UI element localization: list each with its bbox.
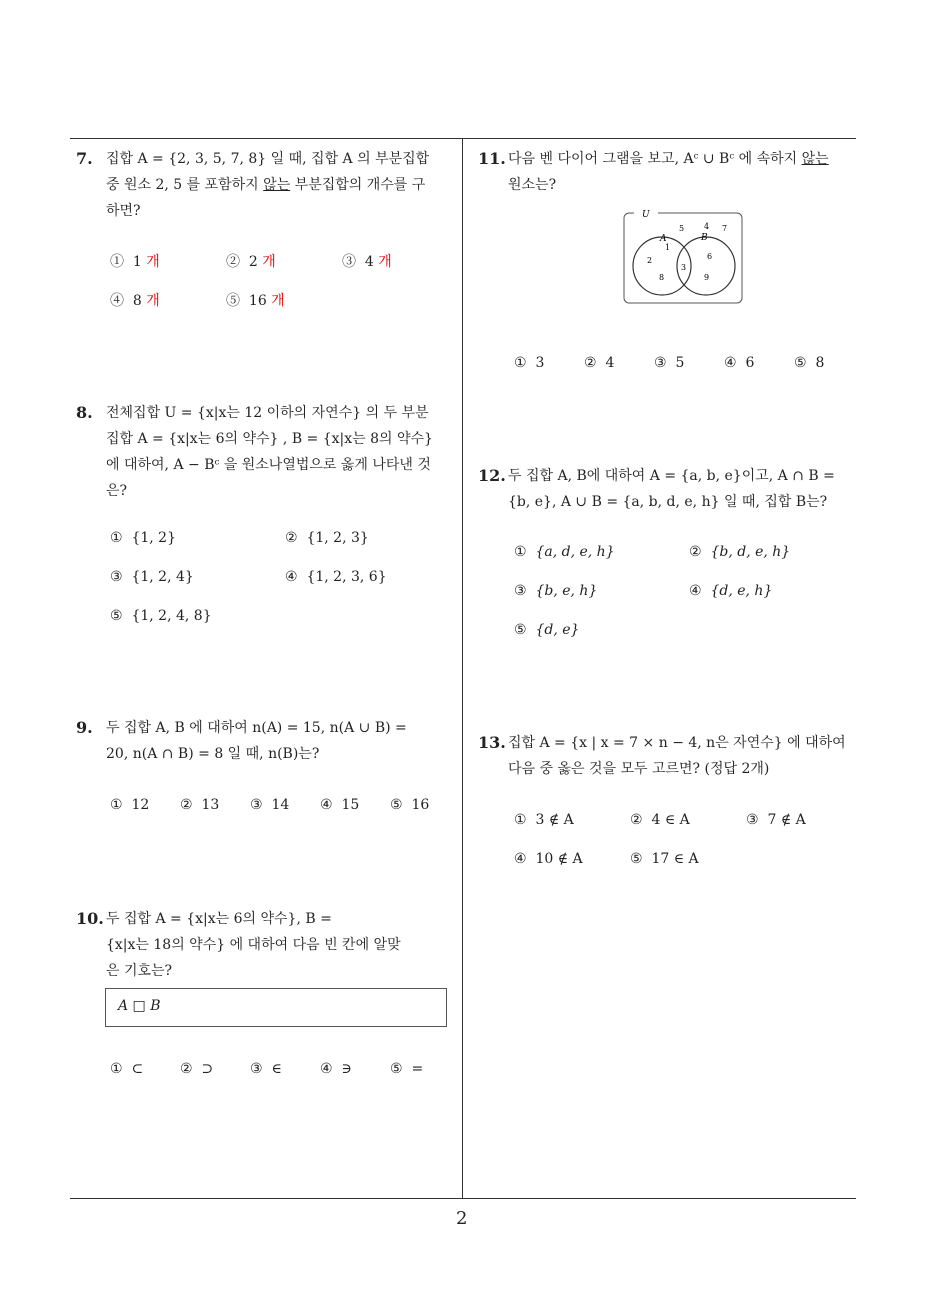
choice-4[interactable]: ④ {1, 2, 3, 6} bbox=[285, 569, 387, 585]
question-number: 13. bbox=[478, 733, 506, 752]
question-line: 중 원소 2, 5 를 포함하지 않는 부분집합의 개수를 구 bbox=[106, 177, 426, 193]
question-text bbox=[106, 400, 461, 504]
choice-5[interactable]: ⑤ 17 ∈ A bbox=[630, 851, 699, 867]
question-9 bbox=[76, 715, 461, 767]
venn-element: 4 bbox=[704, 222, 710, 231]
question-12 bbox=[478, 463, 863, 515]
question-line: 다음 중 옳은 것을 모두 고르면? (정답 2개) bbox=[508, 761, 770, 777]
question-line: 전체집합 U = {x|x는 12 이하의 자연수} 의 두 부분 bbox=[106, 405, 429, 421]
venn-element: 2 bbox=[647, 256, 653, 265]
choice-3[interactable]: ③ 5 bbox=[654, 355, 685, 371]
venn-diagram bbox=[620, 208, 746, 306]
question-line: 은 기호는? bbox=[106, 963, 173, 979]
venn-element: 6 bbox=[707, 252, 713, 261]
top-rule bbox=[70, 138, 856, 139]
bottom-rule bbox=[70, 1198, 856, 1199]
choice-2[interactable]: ② 13 bbox=[180, 797, 220, 813]
venn-element: 7 bbox=[722, 224, 728, 233]
venn-element: 9 bbox=[704, 273, 710, 282]
question-number: 10. bbox=[76, 909, 104, 928]
choice-1[interactable]: ① 3 ∉ A bbox=[514, 812, 574, 828]
choice-5[interactable]: ⑤ {1, 2, 4, 8} bbox=[110, 608, 212, 624]
choice-4[interactable]: ④ 10 ∉ A bbox=[514, 851, 583, 867]
choice-2[interactable]: ② ⊃ bbox=[180, 1061, 214, 1077]
question-line: 집합 A = {2, 3, 5, 7, 8} 일 때, 집합 A 의 부분집합 bbox=[106, 151, 430, 167]
question-number: 7. bbox=[76, 149, 93, 168]
choice-4[interactable]: ④ 15 bbox=[320, 797, 360, 813]
question-10 bbox=[76, 906, 461, 984]
choice-1[interactable]: ① ⊂ bbox=[110, 1061, 144, 1077]
question-line: 은? bbox=[106, 483, 128, 499]
choice-2[interactable]: ② 2 개 bbox=[226, 254, 276, 270]
question-line: 집합 A = {x | x = 7 × n − 4, n은 자연수} 에 대하여 bbox=[508, 735, 846, 751]
choice-2[interactable]: ② 4 bbox=[584, 355, 615, 371]
question-number: 12. bbox=[478, 466, 506, 485]
set-a-label: A bbox=[660, 234, 667, 244]
question-text bbox=[508, 730, 863, 782]
venn-element: 8 bbox=[659, 273, 665, 282]
question-line: 두 집합 A, B 에 대하여 n(A) = 15, n(A ∪ B) = bbox=[106, 720, 407, 736]
choice-5[interactable]: ⑤ 16 bbox=[390, 797, 430, 813]
question-13 bbox=[478, 730, 863, 782]
venn-element: 3 bbox=[681, 263, 687, 272]
choice-3[interactable]: ③ 14 bbox=[250, 797, 290, 813]
choice-2[interactable]: ② 4 ∈ A bbox=[630, 812, 690, 828]
universal-label: U bbox=[642, 210, 650, 220]
question-line: 원소는? bbox=[508, 177, 557, 193]
choice-4[interactable]: ④ 8 개 bbox=[110, 293, 160, 309]
question-text bbox=[508, 463, 863, 515]
choice-1[interactable]: ① 1 개 bbox=[110, 254, 160, 270]
question-line: 에 대하여, A − Bᶜ 을 원소나열법으로 옳게 나타낸 것 bbox=[106, 457, 431, 473]
question-line: {x|x는 18의 약수} 에 대하여 다음 빈 칸에 알맞 bbox=[106, 937, 401, 953]
choice-3[interactable]: ③ {1, 2, 4} bbox=[110, 569, 194, 585]
venn-element: 1 bbox=[665, 243, 671, 252]
choice-1[interactable]: ① 3 bbox=[514, 355, 545, 371]
choice-2[interactable]: ② {1, 2, 3} bbox=[285, 530, 369, 546]
choice-3[interactable]: ③ 4 개 bbox=[342, 254, 392, 270]
underlined-word: 않는 bbox=[801, 151, 829, 167]
question-line: 두 집합 A, B에 대하여 A = {a, b, e}이고, A ∩ B = bbox=[508, 468, 835, 484]
question-line: 20, n(A ∩ B) = 8 일 때, n(B)는? bbox=[106, 746, 320, 762]
choice-3[interactable]: ③ 7 ∉ A bbox=[746, 812, 806, 828]
page-number: 2 bbox=[456, 1208, 468, 1229]
question-number: 11. bbox=[478, 149, 506, 168]
question-number: 9. bbox=[76, 718, 93, 737]
underlined-word: 않는 bbox=[263, 177, 291, 193]
question-number: 8. bbox=[76, 403, 93, 422]
choice-4[interactable]: ④ {d, e, h} bbox=[689, 583, 773, 599]
choice-5[interactable]: ⑤ 16 개 bbox=[226, 293, 285, 309]
set-b-label: B bbox=[701, 233, 708, 243]
choice-4[interactable]: ④ ∋ bbox=[320, 1061, 352, 1077]
question-7 bbox=[76, 146, 461, 224]
box-expression: A □ B bbox=[118, 998, 161, 1014]
question-8 bbox=[76, 400, 461, 504]
question-text bbox=[106, 715, 461, 767]
choice-3[interactable]: ③ {b, e, h} bbox=[514, 583, 598, 599]
question-line: {b, e}, A ∪ B = {a, b, d, e, h} 일 때, 집합 B는? bbox=[508, 494, 828, 510]
venn-element: 5 bbox=[679, 224, 685, 233]
choice-1[interactable]: ① 12 bbox=[110, 797, 150, 813]
choice-4[interactable]: ④ 6 bbox=[724, 355, 755, 371]
question-line: 하면? bbox=[106, 203, 141, 219]
choice-1[interactable]: ① {a, d, e, h} bbox=[514, 544, 615, 560]
question-text bbox=[106, 906, 461, 984]
choice-1[interactable]: ① {1, 2} bbox=[110, 530, 176, 546]
choice-2[interactable]: ② {b, d, e, h} bbox=[689, 544, 791, 560]
question-line: 두 집합 A = {x|x는 6의 약수}, B = bbox=[106, 911, 332, 927]
choice-5[interactable]: ⑤ 8 bbox=[794, 355, 825, 371]
choice-5[interactable]: ⑤ = bbox=[390, 1061, 424, 1077]
question-11 bbox=[478, 146, 863, 198]
question-line: 다음 벤 다이어 그램을 보고, Aᶜ ∪ Bᶜ 에 속하지 않는 bbox=[508, 151, 829, 167]
question-line: 집합 A = {x|x는 6의 약수} , B = {x|x는 8의 약수} bbox=[106, 431, 433, 447]
column-divider bbox=[462, 139, 463, 1199]
blank-box bbox=[105, 988, 447, 1027]
question-text bbox=[106, 146, 461, 224]
choice-3[interactable]: ③ ∈ bbox=[250, 1061, 282, 1077]
question-text bbox=[508, 146, 863, 198]
choice-5[interactable]: ⑤ {d, e} bbox=[514, 622, 580, 638]
